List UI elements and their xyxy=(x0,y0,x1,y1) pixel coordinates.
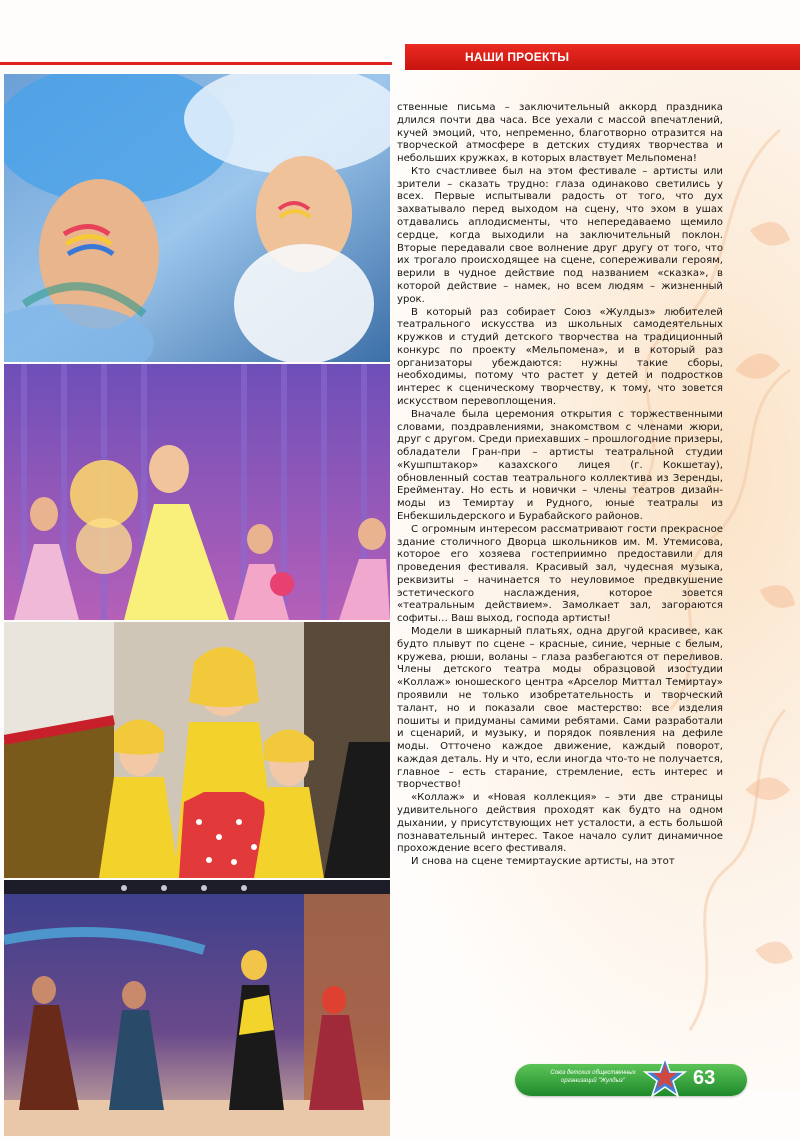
footer-badge xyxy=(515,1064,747,1096)
article-paragraph: Кто счастливее был на этом фестивале – артисты или зрители – сказать трудно: глаза одинаково светились у всех. Первые испытывали радость от того, что дух захватывало перед выходом на сцену, что эхом в ушах отдавались аплодисменты, что непередаваемо щемило сердце, когда выходили на заключительный поклон. Вторые передавали свое волнение друг другу от того, что их трогало происходящее на сцене, сопереживали героям, верили в чудное действие под названием «сказка», в которой действие – намек, но всем людям – жизненный урок. xyxy=(397,165,723,305)
page-number: 63 xyxy=(693,1067,716,1089)
star-logo-icon xyxy=(641,1056,689,1100)
article-paragraph: И снова на сцене темиртауские артисты, на этот xyxy=(411,856,675,868)
organization-name: Союз детских общественных организаций "Жулдыз" xyxy=(550,1070,636,1084)
section-header: НАШИ ПРОЕКТЫ xyxy=(405,44,800,70)
photo-children-feather-costumes xyxy=(4,74,390,362)
article-paragraph: Модели в шикарный платьях, одна другой красивее, как будто плывут по сцене – красные, синие, черные с белым, кружева, рюши, воланы – глаза разбегаются от переливов. Члены детского театра моды образцовой изостудии «Коллаж» юношеского центра «Арселор Миттал Темиртау» проявили не только изобретательность и творческий талант, но и показали свое мастерство: все изделия пошиты и придуманы самими ребятами. Сами разработали и сценарий, и музыку, и порядок появления на дефиле моды. Отточено каждое движение, каждый поворот, каждая деталь. Ну и что, если иногда что-то не получается, главное – есть старание, стремление, есть интерес и творчество! xyxy=(397,626,723,791)
photo-fashion-show-stage xyxy=(4,880,390,1136)
article-paragraph: Вначале была церемония открытия с торжественными словами, поздравлениями, знакомством с членами жюри, друг с другом. Среди приехавших – прошлогодние призеры, обладатели Гран-при – артисты театральной студии «Кушпштакор» казахского лицея (г. Кокшетау), обновленный состав театрального коллектива из Зеренды, Ерейментау. Но есть и новички – члены театров дизайн-моды из Темиртау и Рудного, юные театралы из Енбекшильдерского и Бурабайского районов. xyxy=(397,408,723,522)
photo-children-in-yellow-costumes xyxy=(4,622,390,878)
article-paragraph: «Коллаж» и «Новая коллекция» – эти две страницы удивительного действия проходят как будто на одном дыхании, у присутствующих нет усталости, а есть большой познавательный интерес. Такое начало сулит динамичное прохождение всего фестиваля. xyxy=(397,792,723,855)
article-body xyxy=(397,102,723,869)
photo-girls-in-ball-gowns-stage xyxy=(4,364,390,620)
article-paragraph: С огромным интересом рассматривают гости прекрасное здание столичного Дворца школьников им. М. Утемисова, которое его хозяева гостеприимно предоставили для проведения фестиваля. Красивый зал, чудесная музыка, реквизиты – начинается то неуловимое предвкушение эстетического наслаждения, которое зовется «театральным действием». Замолкает зал, загораются софиты… Ваш выход, господа артисты! xyxy=(397,523,723,625)
article-paragraph: В который раз собирает Союз «Жулдыз» любителей театрального искусства из школьных самодеятельных кружков и студий детского творчества на традиционный конкурс по проекту «Мельпомена», и в который раз организаторы убеждаются: нужны такие сборы, необходимы, потому что растет у детей и подростков интерес к сценическому творчеству, к тому, что зовется искусством перевоплощения. xyxy=(397,306,723,407)
article-paragraph: ственные письма – заключительный аккорд праздника длился почти два часа. Все уехали с массой впечатлений, кучей эмоций, что, непременно, благотворно отразится на творческой атмосфере в детских студиях творчества и небольших кружках, в которых властвует Мельпомена! xyxy=(397,102,723,165)
top-red-rule xyxy=(0,62,392,65)
